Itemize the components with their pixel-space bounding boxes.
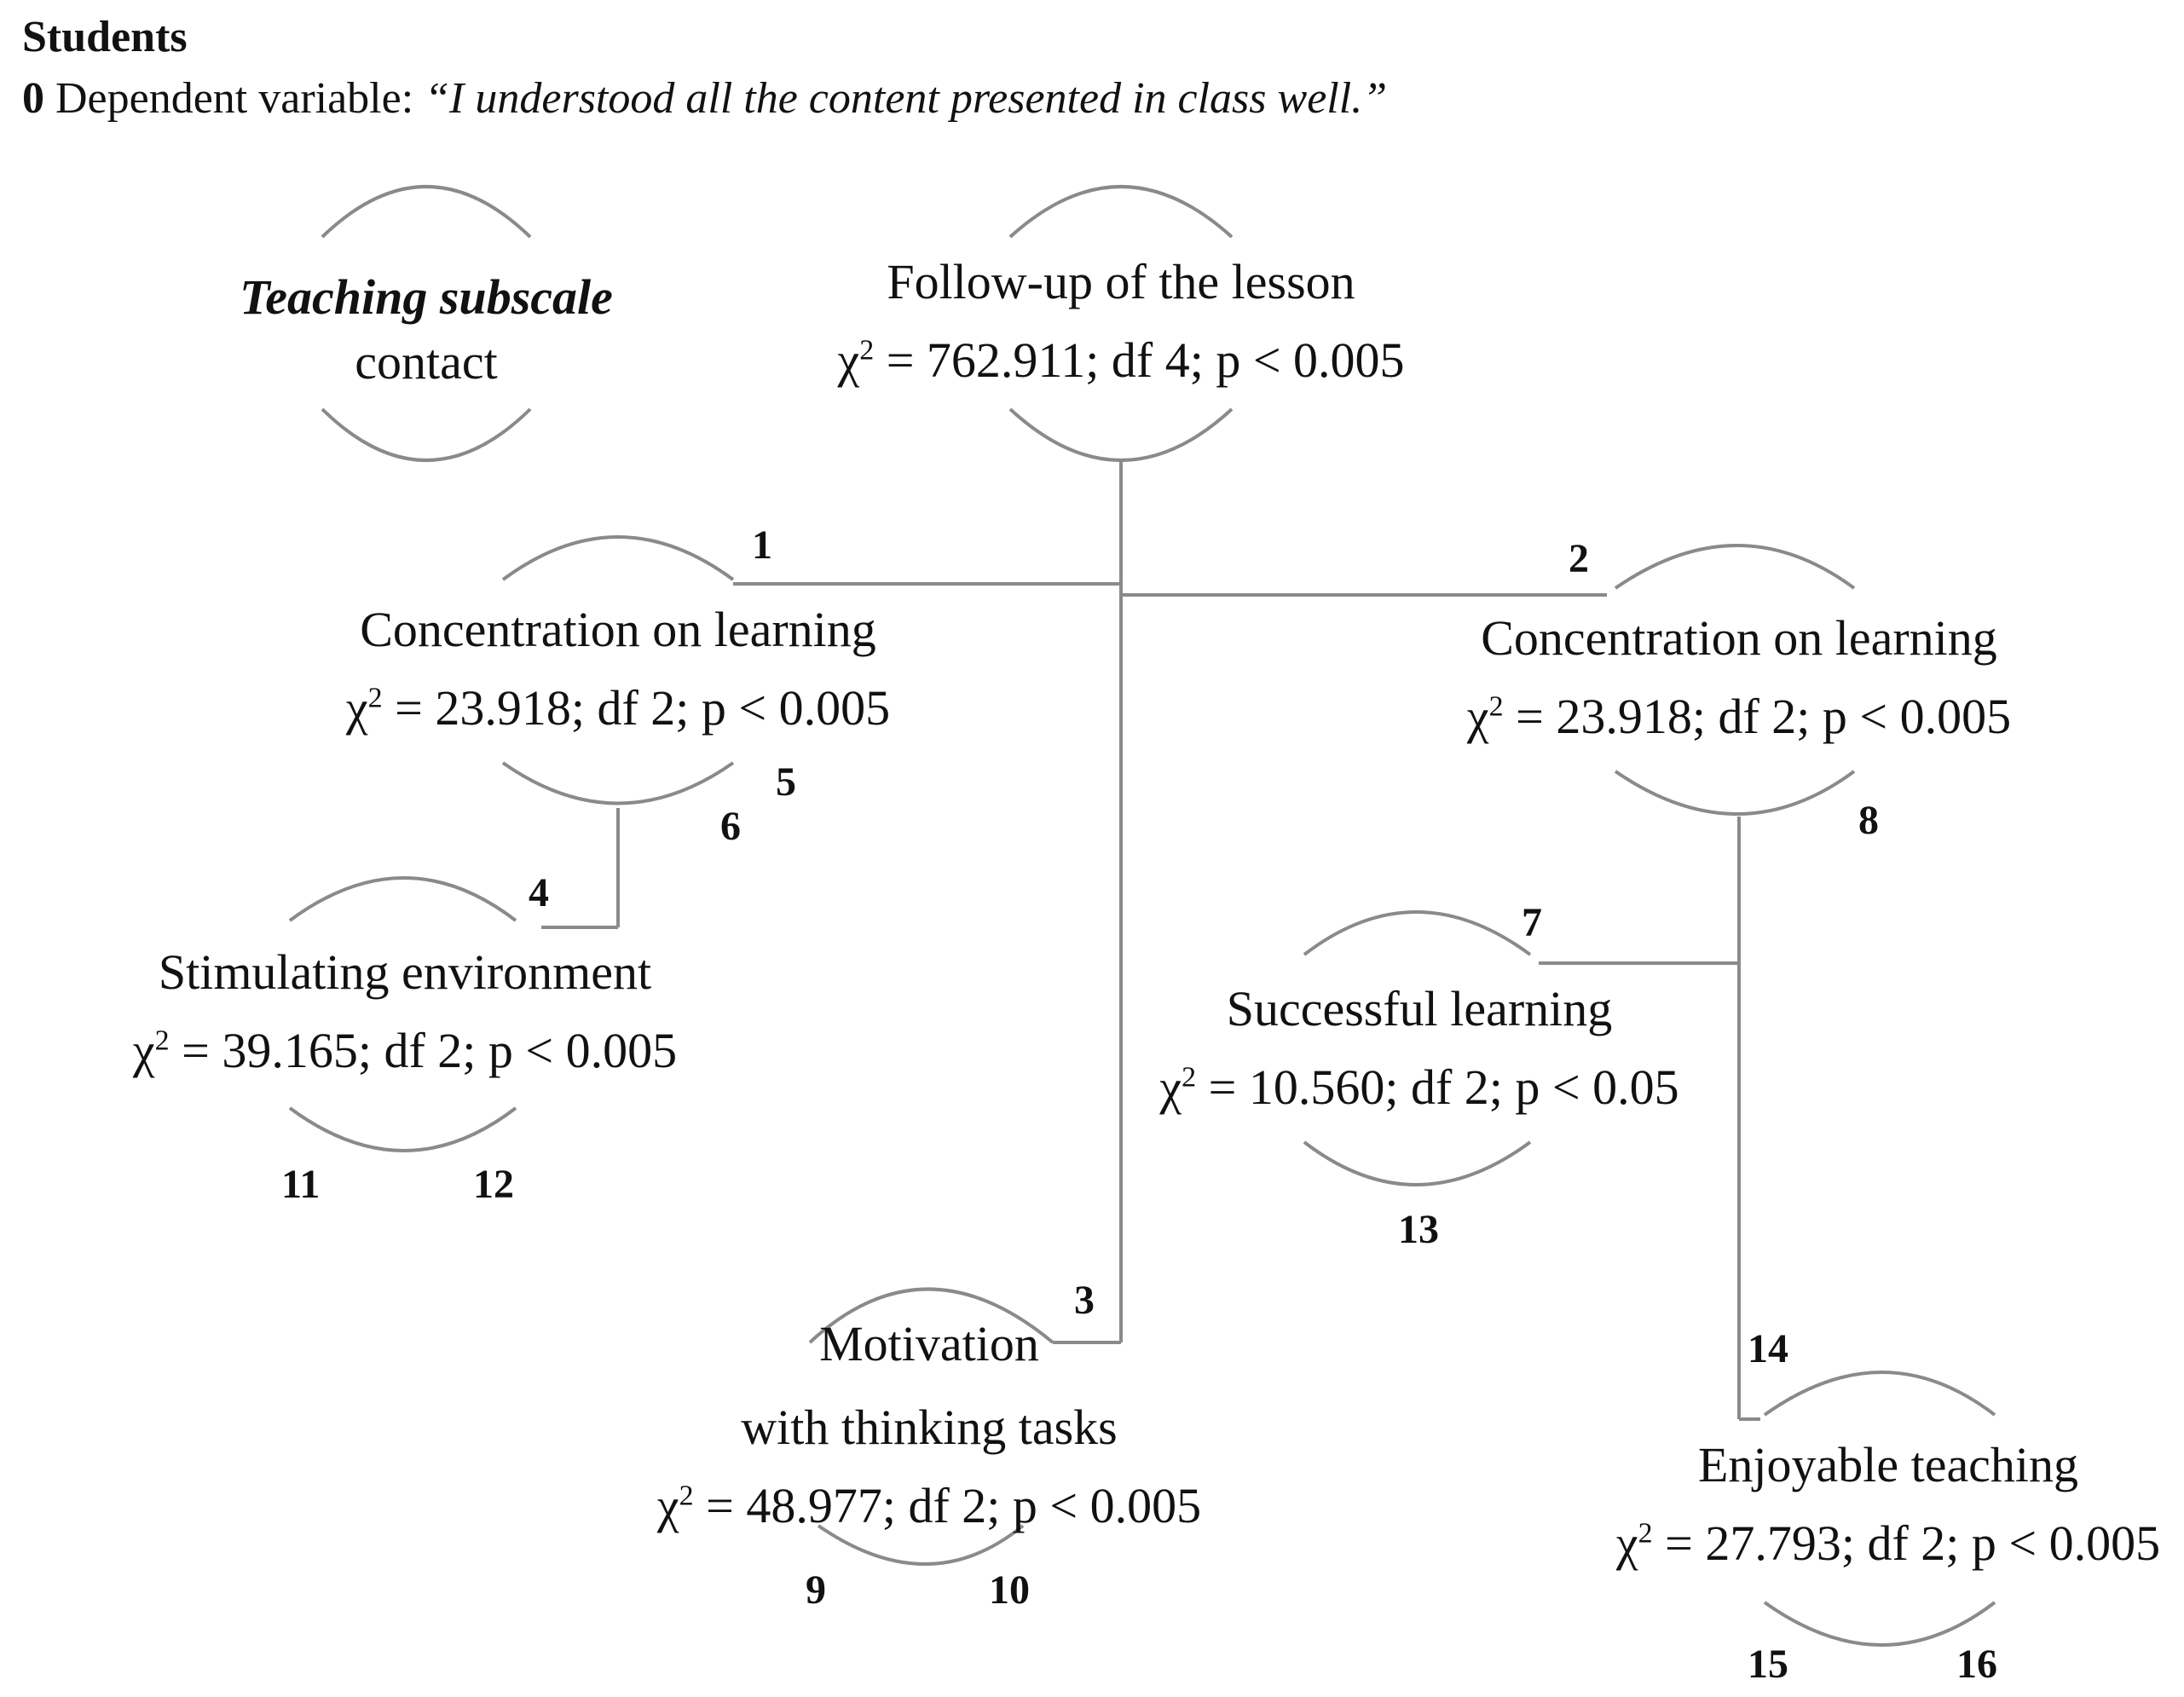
- edge-label-16: 16: [1956, 1642, 1997, 1687]
- edge-label-2: 2: [1569, 536, 1589, 581]
- arc-conc-right-top: [1615, 545, 1854, 588]
- node-stat: $\chi^2 = 762.911$; df 4; p < 0.005: [837, 332, 1405, 388]
- edge-label-10: 10: [989, 1567, 1030, 1613]
- arc-conc-left-top: [503, 537, 733, 580]
- node-title: Concentration on learning: [360, 602, 876, 657]
- node-enjoyable-teaching: [1547, 1437, 2184, 1571]
- node-motivation: [588, 1316, 1270, 1533]
- node-title: Motivation: [819, 1316, 1039, 1371]
- arc-root-bottom: [322, 409, 530, 460]
- arc-root-top: [322, 187, 530, 237]
- node-title: Concentration on learning: [1481, 610, 1997, 666]
- edge-label-1: 1: [752, 522, 772, 568]
- edge-label-9: 9: [806, 1567, 826, 1613]
- arc-followup-bottom: [1010, 409, 1232, 460]
- node-concentration-left: [277, 602, 959, 736]
- node-stat: $\chi^2 = 48.977$; df 2; p < 0.005: [656, 1478, 1202, 1533]
- node-stat: $\chi^2 = 23.918$; df 2; p < 0.005: [1466, 689, 2012, 744]
- edge-label-8: 8: [1858, 798, 1879, 843]
- node-stat: $\chi^2 = 27.793$; df 2; p < 0.005: [1615, 1515, 2161, 1571]
- arc-success-bottom: [1304, 1142, 1530, 1185]
- edge-label-13: 13: [1398, 1207, 1439, 1252]
- node-title: Enjoyable teaching: [1697, 1437, 2079, 1492]
- edge-label-3: 3: [1074, 1278, 1095, 1323]
- node-title: Successful learning: [1226, 981, 1613, 1036]
- node-title: Follow-up of the lesson: [887, 254, 1355, 309]
- edge-label-4: 4: [529, 870, 549, 915]
- dependent-number: 0: [22, 74, 44, 123]
- node-stat: $\chi^2 = 23.918$; df 2; p < 0.005: [345, 680, 891, 736]
- edge-label-15: 15: [1748, 1642, 1788, 1687]
- arc-stim-top: [290, 878, 516, 921]
- arc-success-top: [1304, 912, 1530, 955]
- arc-followup-top: [1010, 187, 1232, 237]
- node-stat: $\chi^2 = 10.560$; df 2; p < 0.05: [1159, 1059, 1679, 1115]
- figure-title: Students: [22, 13, 188, 61]
- edge-label-6: 6: [720, 804, 741, 849]
- edge-label-12: 12: [473, 1162, 514, 1207]
- node-successful-learning: [1078, 981, 1760, 1115]
- arc-enjoy-top: [1765, 1372, 1995, 1415]
- node-follow-up: [780, 254, 1462, 388]
- dependent-quote: “I understood all the content presented in class well.”: [425, 74, 1388, 123]
- dependent-label: Dependent variable:: [55, 74, 414, 123]
- arc-conc-left-bottom: [503, 763, 733, 804]
- node-teaching-subscale: [213, 269, 639, 390]
- arc-enjoy-bottom: [1765, 1602, 1995, 1645]
- edge-label-14: 14: [1748, 1326, 1788, 1371]
- node-stat: $\chi^2 = 39.165$; df 2; p < 0.005: [132, 1023, 678, 1078]
- node-title: Teaching subscale: [240, 269, 613, 325]
- arc-conc-right-bottom: [1615, 771, 1854, 814]
- node-subtitle: contact: [355, 334, 498, 390]
- edge-label-5: 5: [776, 759, 796, 805]
- node-title-line2: with thinking tasks: [741, 1400, 1118, 1455]
- node-concentration-right: [1398, 610, 2080, 744]
- edge-label-11: 11: [281, 1162, 321, 1207]
- node-title: Stimulating environment: [158, 944, 652, 1000]
- node-stimulating-environment: [64, 944, 746, 1078]
- edge-label-7: 7: [1522, 900, 1542, 945]
- arc-stim-bottom: [290, 1108, 516, 1151]
